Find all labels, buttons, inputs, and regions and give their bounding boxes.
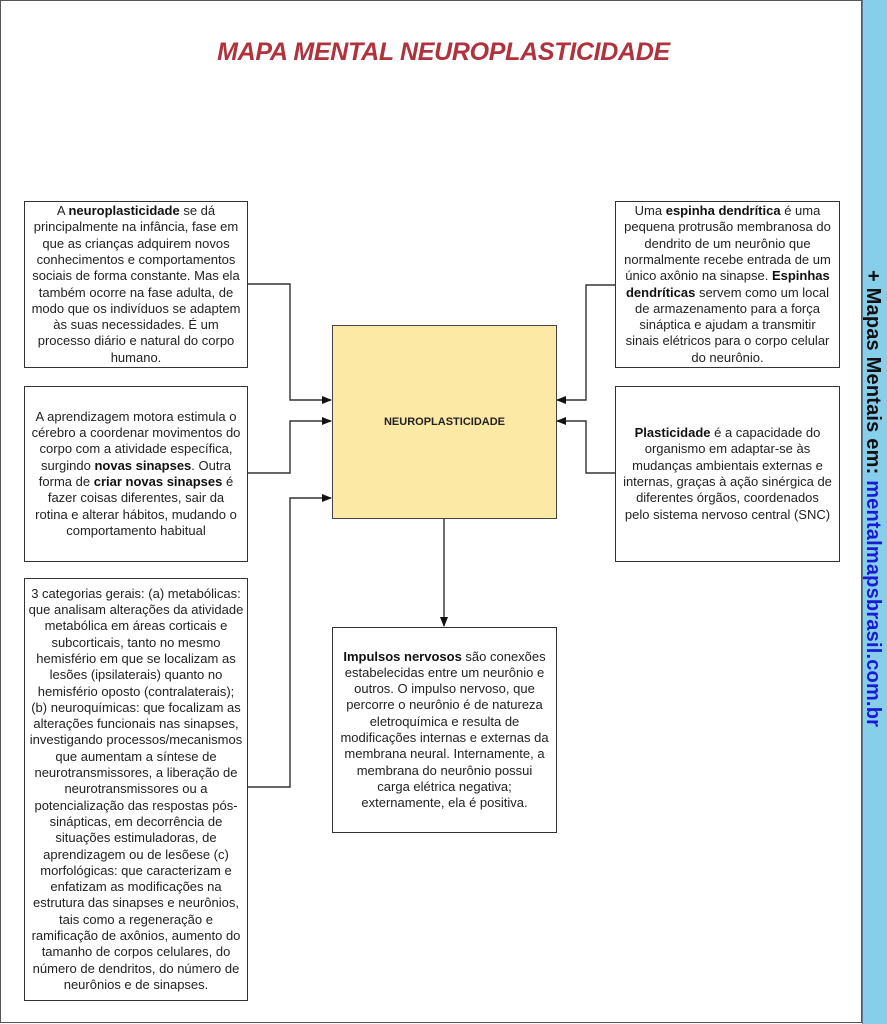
node-left-top: A neuroplasticidade se dá principalmente na infância, fase em que as crianças adquirem novos conhecimentos e comportamentos sociais de forma constante. Mas ela também ocorre na fase adulta, de modo que os indivíduos se adaptem às suas necessidades. É um processo diário e natural do corpo humano. [24, 201, 248, 368]
website-link[interactable]: mentalmapsbrasil.com.br [862, 480, 884, 728]
node-left-middle: A aprendizagem motora estimula o cérebro a coordenar movimentos do corpo com a atividade específica, surgindo novas sinapses. Outra forma de criar novas sinapses é fazer coisas diferentes, sair da rotina e alterar hábitos, mudando o comportamento habitual [24, 386, 248, 562]
center-node [332, 325, 557, 519]
keyword-neuroplasticidade: neuroplasticidade [68, 203, 180, 219]
keyword-criar-novas-sinapses: criar novas sinapses [93, 474, 223, 489]
keyword-espinhas-dendriticas: Espinhas dendríticas [625, 268, 830, 300]
keyword-impulsos-nervosos: Impulsos nervosos [343, 648, 462, 664]
keyword-plasticidade: Plasticidade [634, 425, 711, 441]
node-left-bottom: 3 categorias gerais: (a) metabólicas: que analisam alterações da atividade metabólica em áreas corticais e subcorticais, tanto no mesmo hemisfério em que se localizam as lesões (ipsilaterais) quanto no hemisfério oposto (contralaterais); (b) neuroquímicas: que focalizam as alterações funcionais nas sinapses, investigando processos/mecanismos que aumentam a síntese de neurotransmissores, a liberação de neurotransmissores ou a potencialização das respostas pós-sinápticas, em decorrência de situações estimuladoras, de aprendizagem ou de lesõese (c) morfológicas: que caracterizam e enfatizam as modificações na estrutura das sinapses e neurônios, tais como a regeneração e ramificação de axônios, aumento do tamanho de corpos celulares, do número de dendritos, do número de neurônios e de sinapses. [24, 578, 248, 1001]
node-bottom: Impulsos nervosos são conexões estabelecidas entre um neurônio e outros. O impulso nervoso, que percorre o neurônio é de natureza eletroquímica e resulta de modificações internas e externas da membrana neural. Internamente, a membrana do neurônio possui carga elétrica negativa; externamente, ela é positiva. [332, 627, 557, 833]
sidebar-text: + Mapas Mentais em: mentalmapsbrasil.com.br [862, 270, 884, 728]
keyword-novas-sinapses: novas sinapses [94, 457, 192, 473]
center-node-label: NEUROPLASTICIDADE [383, 415, 505, 428]
sidebar-banner [862, 0, 887, 1024]
keyword-espinha-dendritica: espinha dendrítica [665, 203, 781, 219]
node-right-middle: Plasticidade é a capacidade do organismo em adaptar-se às mudanças ambientais externas e internas, graças à ação sinérgica de diferentes órgãos, coordenados pelo sistema nervoso central (SNC) [615, 386, 840, 562]
node-right-top: Uma espinha dendrítica é uma pequena protrusão membranosa do dendrito de um neurônio que normalmente recebe entrada de um único axônio na sinapse. Espinhas dendríticas servem como um local de armazenamento para a força sináptica e ajudam a transmitir sinais elétricos para o corpo celular do neurônio. [615, 201, 840, 368]
page-title: MAPA MENTAL NEUROPLASTICIDADE [217, 38, 670, 66]
